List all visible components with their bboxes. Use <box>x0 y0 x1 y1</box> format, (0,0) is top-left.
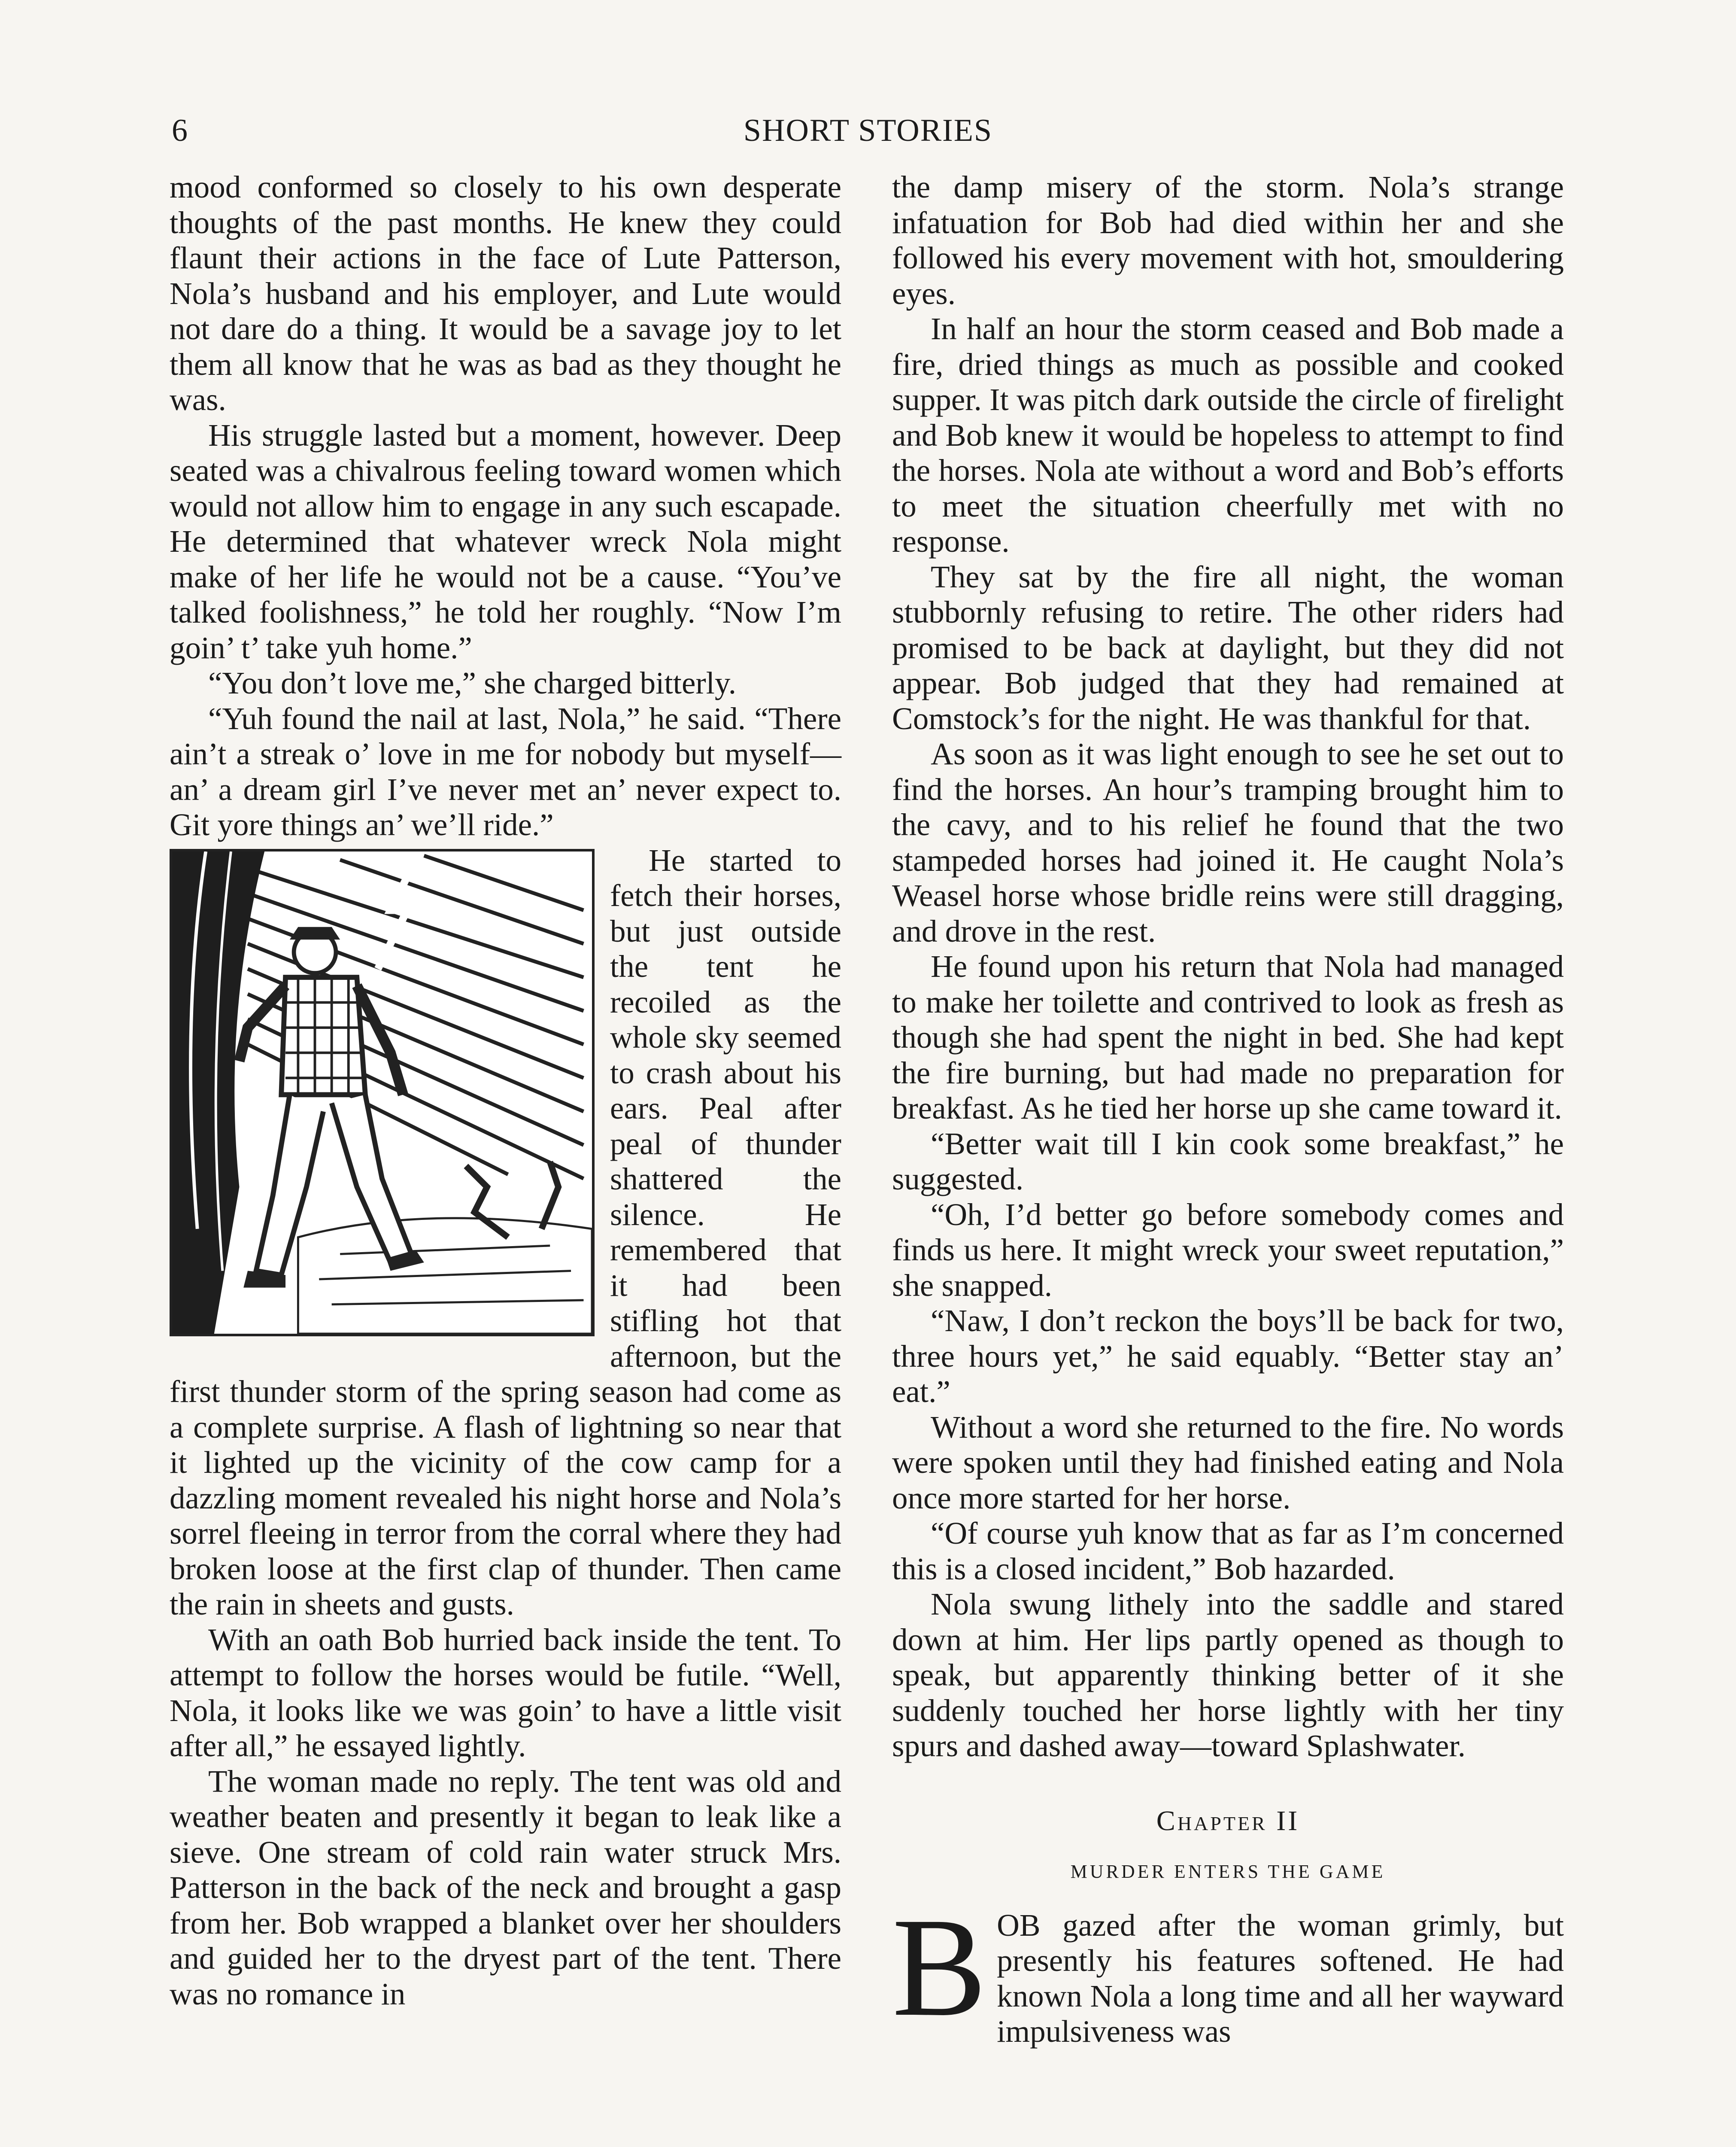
paragraph: His struggle lasted but a moment, however. Deep seated was a chivalrous feeling toward women which would not allow him to engage in any such escapade. He determined that whatever wreck Nola might make of her life he would not be a cause. “You’ve talked foolishness,” he told her roughly. “Now I’m goin’ t’ take yuh home.” <box>170 417 841 665</box>
paragraph: The woman made no reply. The tent was old and weather beaten and presently it began to leak like a sieve. One stream of cold rain water struck Mrs. Patterson in the back of the neck and brought a gasp from her. Bob wrapped a blanket over her shoulders and guided her to the dryest part of the tent. There was no romance in <box>170 1764 841 2011</box>
paragraph: With an oath Bob hurried back inside the tent. To attempt to follow the horses would be futile. “Well, Nola, it looks like we was goin’ to have a little visit after all,” he essayed lightly. <box>170 1622 841 1763</box>
paragraph: “Oh, I’d better go before somebody comes and finds us here. It might wreck your sweet reputation,” she snapped. <box>892 1197 1564 1303</box>
paragraph: In half an hour the storm ceased and Bob made a fire, dried things as much as possible and cooked supper. It was pitch dark outside the circle of firelight and Bob knew it would be hopeless to attempt to find the horses. Nola ate without a word and Bob’s efforts to meet the situation cheerfully met with no response. <box>892 311 1564 559</box>
chapter-subtitle: MURDER ENTERS THE GAME <box>1070 1861 1386 1882</box>
storm-illustration <box>170 849 595 1336</box>
paragraph: “Naw, I don’t reckon the boys’ll be back for two, three hours yet,” he said equably. “Better stay an’ eat.” <box>892 1303 1564 1409</box>
right-column <box>892 170 1564 2050</box>
paragraph: He found upon his return that Nola had managed to make her toilette and contrived to look as fresh as though she had spent the night in bed. She had kept the fire burning, but had made no preparation for breakfast. As he tied her horse up she came toward it. <box>892 949 1564 1125</box>
page-header <box>172 113 1564 160</box>
paragraph: Without a word she returned to the fire. No words were spoken until they had finished eating and Nola once more started for her horse. <box>892 1409 1564 1515</box>
paragraph: “You don’t love me,” she charged bitterly. <box>208 666 736 700</box>
paragraph: mood conformed so closely to his own desperate thoughts of the past months. He knew they could flaunt their actions in the face of Lute Patterson, Nola’s husband and his employer, and Lute would not dare do a thing. It would be a savage joy to let them all know that he was as bad as they thought he was. <box>170 170 841 417</box>
drop-cap: B <box>892 1889 987 2046</box>
paragraph: They sat by the fire all night, the woman stubbornly refusing to retire. The other riders had promised to be back at daylight, but they did not appear. Bob judged that they had remained at Comstock’s for the night. He was thankful for that. <box>892 559 1564 736</box>
paragraph: the damp misery of the storm. Nola’s strange infatuation for Bob had died within her and she followed his every movement with hot, smouldering eyes. <box>892 170 1564 311</box>
paragraph: As soon as it was light enough to see he set out to find the horses. An hour’s tramping brought him to the cavy, and to his relief he found that the two stampeded horses had joined it. He caught Nola’s Weasel horse whose bridle reins were still dragging, and drove in the rest. <box>892 736 1564 949</box>
paragraph: Nola swung lithely into the saddle and stared down at him. Her lips partly opened as though to speak, but apparently thinking better of it she suddenly touched her horse lightly with her tiny spurs and dashed away—toward Splashwater. <box>892 1587 1564 1763</box>
left-column <box>170 170 841 2012</box>
chapter-opening-text: OB gazed after the woman grimly, but presently his features softened. He had known Nola a long time and all her wayward impulsiveness was <box>997 1907 1564 2049</box>
paragraph: “Yuh found the nail at last, Nola,” he said. “There ain’t a streak o’ love in me for nobody but myself—an’ a dream girl I’ve never met an’ never expect to. Git yore things an’ we’ll ride.” <box>170 701 841 842</box>
running-title: SHORT STORIES <box>743 113 993 148</box>
paragraph: He started to fetch their horses, but just outside the tent he recoiled as the whole sky seemed to crash about his ears. Peal after peal of thunder shattered the silence. He remembered that it had been stifling hot that afternoon, but the first thunder storm of the spring season had come as a complete surprise. A flash of lightning so near that it lighted up the vicinity of the cow camp for a dazzling moment revealed his night horse and Nola’s sorrel fleeing in terror from the corral where they had broken loose at the first clap of thunder. Then came the rain in sheets and gusts. <box>170 842 841 1621</box>
page-number: 6 <box>172 113 188 148</box>
chapter-opening-paragraph <box>892 1889 1564 2050</box>
chapter-title: Chapter II <box>1156 1805 1300 1837</box>
paragraph: “Of course yuh know that as far as I’m concerned this is a closed incident,” Bob hazarded. <box>892 1516 1564 1586</box>
paragraph: “Better wait till I kin cook some breakfast,” he suggested. <box>892 1126 1564 1196</box>
